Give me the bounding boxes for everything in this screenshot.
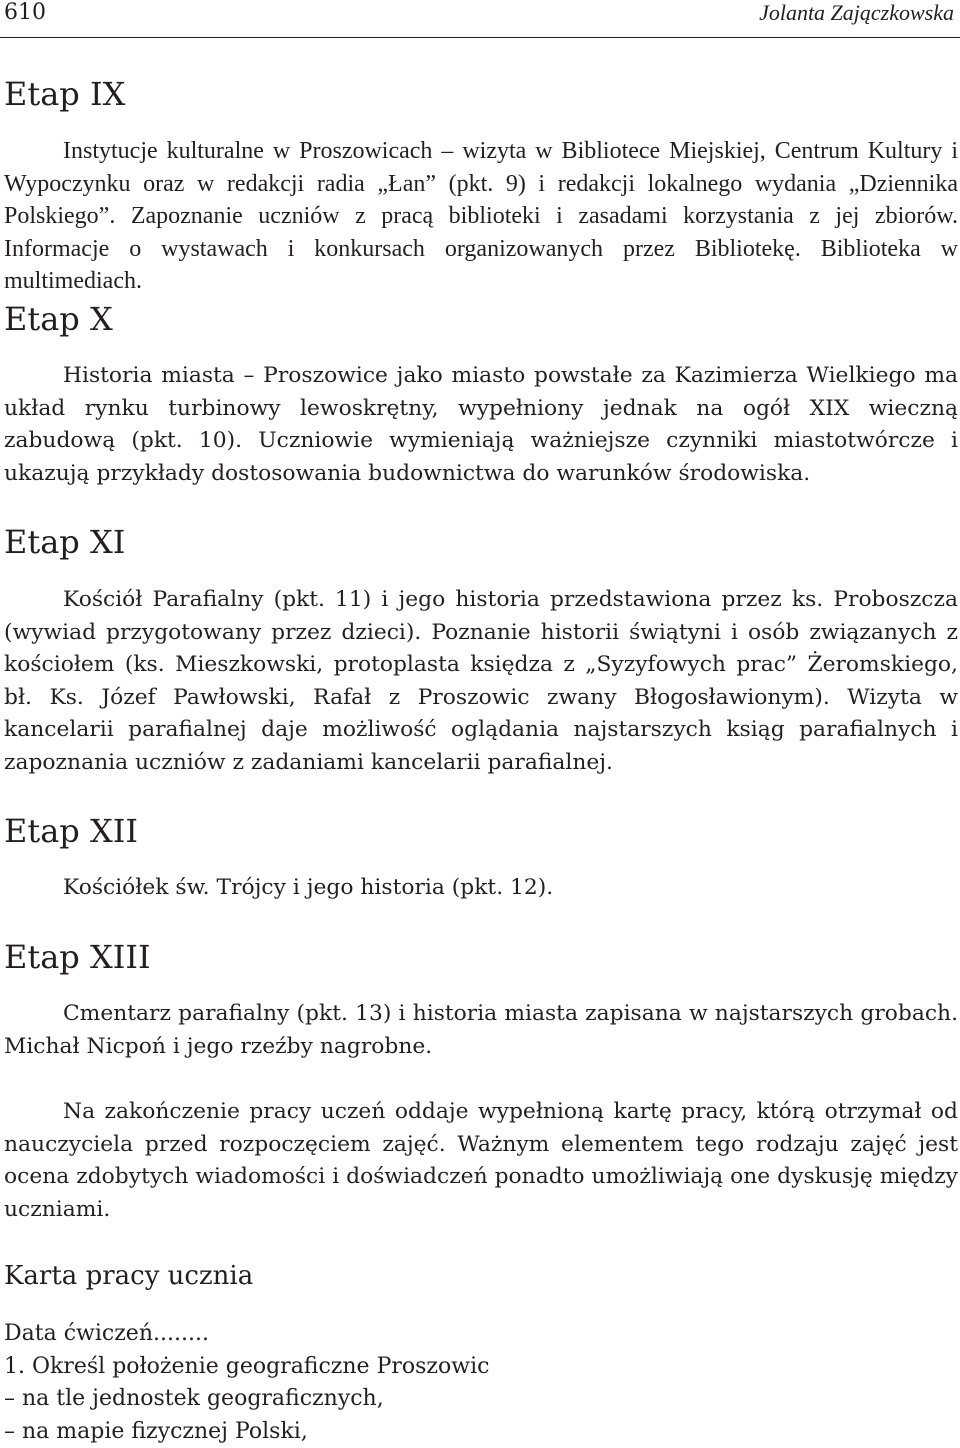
section-text: Cmentarz parafialny (pkt. 13) i historia miasta zapisana w najstarszych grobach. Michał Nicpoń i jego rzeźby nagrobne.: [4, 1001, 958, 1059]
conclusion-paragraph: Na zakończenie pracy uczeń oddaje wypełnioną kartę pracy, którą otrzymał od nauczyciela przed rozpoczęciem zajęć. Ważnym elementem tego rodzaju zajęć jest ocena zdobytych wiadomości i doświadczeń ponadto umożliwiają one dyskusję między uczniami.: [4, 1099, 958, 1222]
section-heading: Etap XIII: [4, 938, 151, 976]
worksheet-line: 1. Określ położenie geograficzne Proszowic: [4, 1353, 490, 1379]
page-number: 610: [4, 0, 46, 25]
worksheet-line: – na tle jednostek geograficznych,: [4, 1386, 384, 1411]
section-heading: Etap XI: [4, 523, 126, 561]
running-author: Jolanta Zajączkowska: [759, 0, 954, 25]
header-rule: [0, 37, 960, 38]
worksheet-line: Data ćwiczeń........: [4, 1321, 209, 1346]
section-heading: Etap X: [4, 300, 113, 338]
worksheet-lines: [4, 1318, 958, 1448]
worksheet-title: Karta pracy ucznia: [4, 1261, 254, 1291]
section-text: Kościółek św. Trójcy i jego historia (pkt. 12).: [63, 875, 554, 900]
section-text: Kościół Parafialny (pkt. 11) i jego historia przedstawiona przez ks. Proboszcza (wywiad przygotowany przez dzieci). Poznanie historii świątyni i osób związanych z kościołem (ks. Mieszkowski, protoplasta księdza z „Syzyfowych prac” Żeromskiego, bł. Ks. Józef Pawłowski, Rafał z Proszowic zwany Błogosławionym). Wizyta w kancelarii parafialnej daje możliwość oglądania najstarszych ksiąg parafialnych i zapoznania uczniów z zadaniami kancelarii parafialnej.: [4, 587, 958, 775]
section-text: Instytucje kulturalne w Proszowicach – wizyta w Bibliotece Miejskiej, Centrum Kultury i Wypoczynku oraz w redakcji radia „Łan” (pkt. 9) i redakcji lokalnego wydania „Dziennika Polskiego”. Zapoznanie uczniów z pracą biblioteki i zasadami korzystania z jej zbiorów. Informacje o wystawach i konkursach organizowanych przez Bibliotekę. Biblioteka w multimediach.: [4, 138, 958, 294]
section-text: Historia miasta – Proszowice jako miasto powstałe za Kazimierza Wielkiego ma układ rynku turbinowy lewoskrętny, wypełniony jednak na ogół XIX wieczną zabudową (pkt. 10). Uczniowie wymieniają ważniejsze czynniki miastotwórcze i ukazują przykłady dostosowania budownictwa do warunków środowiska.: [4, 363, 958, 486]
section-heading: Etap XII: [4, 812, 139, 850]
section-heading: Etap IX: [4, 75, 126, 113]
worksheet-line: – na mapie fizycznej Polski,: [4, 1418, 308, 1444]
